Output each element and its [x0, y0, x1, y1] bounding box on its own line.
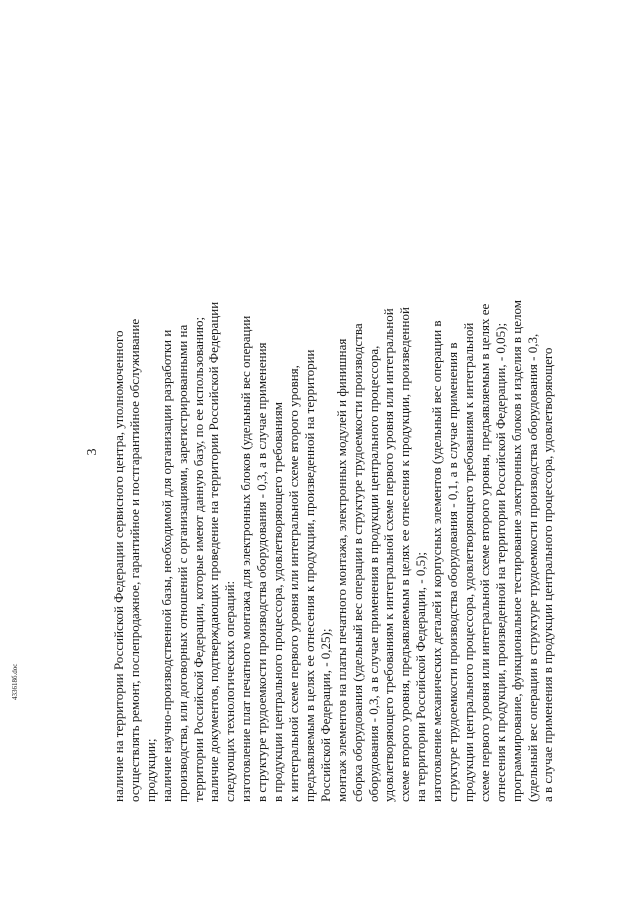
text-line: изготовление плат печатного монтажа для электронных блоков (удельный вес операции [238, 315, 254, 802]
text-line: к интегральной схеме первого уровня или интегральной схеме второго уровня, [285, 365, 301, 802]
text-line: (удельный вес операции в структуре трудоемкости производства оборудования - 0,3, [524, 333, 540, 802]
text-line: отнесения к продукции, произведенной на территории Российской Федерации, - 0,05); [492, 322, 508, 802]
text-line: Российской Федерации, - 0,25); [317, 628, 333, 802]
page-number: 3 [85, 448, 100, 456]
text-line: продукции центрального процессора, удовлетворяющего требованиям к интегральной [460, 322, 476, 802]
text-line: наличие научно-производственной базы, необходимой для организации разработки и [158, 329, 174, 802]
text-line: производства, или договорных отношений с организациями, зарегистрированными на [174, 324, 190, 802]
text-line: предъявляемым в целях ее отнесения к продукции, произведенной на территории [301, 349, 317, 802]
text-line: наличие на территории Российской Федерации сервисного центра, уполномоченного [111, 330, 126, 802]
text-line: на территории Российской Федерации, - 0,5); [413, 551, 429, 802]
body-text [111, 62, 556, 802]
text-line: схеме первого уровня или интегральной схеме второго уровня, предъявляемым в целях ее [476, 303, 492, 802]
rotated-text-block [85, 52, 555, 852]
text-line: осуществлять ремонт, послепродажное, гарантийное и постгарантийное обслуживание [126, 318, 142, 802]
text-line: следующих технологических операций: [222, 580, 238, 802]
text-line: программирование, функциональное тестирование электронных блоков и изделия в целом [508, 300, 524, 802]
text-line: изготовление механических деталей и корпусных элементов (удельный вес операции в [429, 320, 445, 802]
text-line: сборка оборудования (удельный вес операции в структуре трудоемкости производства [349, 323, 365, 802]
text-line: оборудования - 0,3, а в случае применения в продукции центрального процессора, [365, 345, 381, 802]
text-line: наличие документов, подтверждающих проведение на территории Российской Федерации [206, 301, 222, 802]
text-line: в структуре трудоемкости производства оборудования - 0,3, а в случае применения [254, 342, 270, 802]
text-line: схеме второго уровня, предъявляемым в целях ее отнесения к продукции, произведенной [397, 307, 413, 802]
text-line: структуре трудоемкости производства оборудования - 0,1, а в случае применения в [445, 342, 461, 802]
text-line: продукции; [142, 738, 158, 802]
footer-file-mark: 433618б.doc [11, 663, 19, 700]
text-line: монтаж элементов на платы печатного монтажа, электронных модулей и финишная [333, 338, 349, 802]
text-line: а в случае применения в продукции центрального процессора, удовлетворяющего [540, 347, 556, 802]
text-line: в продукции центрального процессора, удовлетворяющего требованиям [270, 402, 286, 802]
text-line: территории Российской Федерации, которые имеют данную базу, по ее использованию; [190, 316, 206, 802]
text-line: удовлетворяющего требованиям к интегральной схеме первого уровня или интегральной [381, 308, 397, 802]
